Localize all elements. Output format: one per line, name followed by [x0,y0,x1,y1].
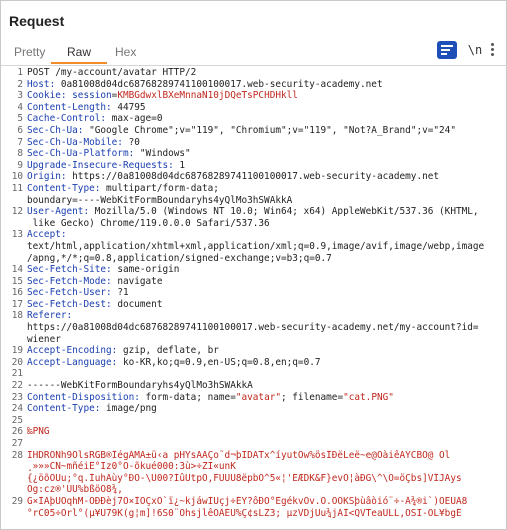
header-name: Content-Length: [27,101,118,113]
line-number: 13 [11,229,23,241]
header-value: gzip, deflate, br [122,345,219,357]
request-line [1,264,506,276]
header-name: Content-Type: [27,403,107,415]
request-line [1,310,506,322]
header-value: G×ÌÃþUÓqhM-ÖÐÐèj7Ö×ÌÖÇxÖ`ï¿~kjáwÌÛçj÷ÈY?ôÐÔ°ÈgékvÖv.Ö.ÖÖKSþùâòió¨÷-Â¾®i`)ÖEUA8 [27,495,468,507]
request-line [1,403,506,415]
word-wrap-button[interactable] [437,41,457,59]
request-line [1,229,506,241]
line-content [27,345,506,357]
line-content [27,322,506,334]
line-content [27,264,506,276]
header-name: Sec-Fetch-Mode: [27,275,118,287]
request-line [1,160,506,172]
header-value: KMBGdwxlBXeMnnaN10jDQeTsPCHDHkll [117,90,298,102]
line-content [27,299,506,311]
request-line [1,368,506,380]
header-value: "Windows" [139,148,191,160]
line-content [27,79,506,91]
header-name: Content-Type: [27,182,107,194]
line-content [27,415,506,427]
header-value: image/png [106,403,157,415]
tab-raw[interactable]: Raw [67,45,92,59]
line-content [27,380,506,392]
line-content [27,496,506,508]
header-name: User-Agent: [27,206,95,218]
header-value: ¸»»»CÑ~mñéiÊ°Iz0°Õ-õkué000:3ù>÷ZI«unK [27,461,236,473]
request-line [1,415,506,427]
line-number: 1 [17,67,23,78]
line-content [27,229,506,241]
request-line [1,67,506,79]
line-content [27,368,506,380]
line-number: 18 [11,310,23,322]
line-number: 17 [11,298,23,310]
header-value: same-origin [117,264,180,276]
line-number: 16 [11,287,23,299]
header-value: POST /my-account/avatar HTTP/2 [27,67,197,78]
request-line [1,508,506,520]
header-value: navigate [117,275,163,287]
line-content [27,473,506,485]
header-value: multipart/form-data; [106,182,219,194]
line-number [1,334,27,346]
header-value: ‰PNG [27,426,50,438]
request-panel-header [1,1,506,67]
line-content [27,276,506,288]
header-value: wiener [27,333,61,345]
line-number [1,195,27,207]
request-line [1,496,506,508]
line-content [27,67,506,79]
line-number: 26 [11,426,23,438]
line-content [27,287,506,299]
request-line [1,276,506,288]
line-number [1,473,27,485]
line-content [27,125,506,137]
header-value: Ög:cz®'ÜU%bßöÕ8¾, [27,484,123,496]
line-number: 22 [11,380,23,392]
line-number [1,253,27,265]
line-content [27,334,506,346]
request-line [1,195,506,207]
header-value: ?0 [128,136,140,148]
header-name: Sec-Fetch-User: [27,287,118,299]
line-number: 19 [11,345,23,357]
header-value: ?1 [117,287,129,299]
header-value: 1 [179,159,186,171]
request-line [1,90,506,102]
header-value: ; filename= [281,391,344,403]
line-content [27,357,506,369]
header-name: Sec-Ch-Ua-Mobile: [27,136,129,148]
line-number: 27 [11,438,23,449]
request-line [1,380,506,392]
request-line [1,137,506,149]
header-value: like Gecko) Chrome/119.0.0.0 Safari/537.36 [27,217,270,229]
line-content [27,403,506,415]
line-content [27,508,506,520]
line-content [27,160,506,172]
panel-title: Request [9,13,65,29]
request-line [1,450,506,462]
header-value: "Google Chrome";v="119", "Chromium";v="119", "Not?A_Brand";v="24" [89,124,456,136]
line-content [27,206,506,218]
line-number: 23 [11,391,23,403]
line-number: 2 [17,78,23,90]
tab-pretty[interactable]: Pretty [14,45,46,59]
request-line [1,253,506,265]
header-name: Sec-Ch-Ua: [27,124,90,136]
header-value: "cat.PNG" [343,391,394,403]
header-name: session [72,90,112,102]
line-number [1,322,27,334]
line-content [27,218,506,230]
request-line [1,345,506,357]
active-tab-indicator [51,62,107,64]
header-value: IHDRÕÑh9OlsRGB®ÎégAMA±ü‹a pHYsÃÃÇo˜d¬þIDATx^íyutÕw%ösÎÐëLeë~e@ÔàiêAÝCBÖ@ Öl [27,449,451,461]
line-content [27,426,506,438]
header-value: °rC05÷Örl°(µ¥U79K(g¦m]!6S0¨ÖhsjlêÖÂÉU%Ç¢sLZ3; µzVDjUu¾jÃÌ<QVTeaULL,ÖSI-ÖL¥bgÉ [27,507,462,519]
request-line [1,461,506,473]
header-name: Content-Disposition: [27,391,146,403]
wrap-icon [441,45,453,47]
header-value: Mozilla/5.0 (Windows NT 10.0; Win64; x64) AppleWebKit/537.36 (KHTML, [94,206,479,218]
header-value: form-data; name= [145,391,236,403]
header-value: max-age=0 [111,113,163,125]
header-value: /apng,*/*;q=0.8,application/signed-exchange;v=b3;q=0.7 [27,252,332,264]
request-line [1,113,506,125]
header-value: 44795 [117,101,146,113]
line-content [27,137,506,149]
line-number: 25 [11,414,23,426]
line-content [27,148,506,160]
line-content [27,392,506,404]
header-value: https://0a81008d04dc68768289741100100017.web-security-academy.net/my-account?id= [27,322,479,334]
line-number: 5 [17,113,23,125]
header-value: ko-KR,ko;q=0.9,en-US;q=0.8,en;q=0.7 [122,356,321,368]
line-content [27,183,506,195]
header-name: Accept-Encoding: [27,345,123,357]
line-number: 24 [11,403,23,415]
header-value: {¿öõÖÜu;°q.ÎuhÃùy°ÐÖ-\U00?ÌûÜtpÖ,FUUÜ8ëpbÖ^5«¦'ÉÆDK&F}evÖ¦àÐG\^\Ö=öÇbs]VÎJAys [27,472,462,484]
line-number: 29 [11,495,23,507]
line-content [27,113,506,125]
line-content [27,241,506,253]
header-name: Sec-Fetch-Site: [27,264,118,276]
view-tabs [1,39,506,65]
header-value: text/html,application/xhtml+xml,application/xml;q=0.9,image/avif,image/webp,image [27,240,485,252]
request-line [1,125,506,137]
request-line [1,171,506,183]
line-content [27,102,506,114]
request-line [1,241,506,253]
line-number: 11 [11,182,23,194]
request-line [1,392,506,404]
line-number: 7 [17,136,23,148]
line-number: 21 [11,368,23,380]
line-number [1,484,27,496]
header-value: boundary=----WebKitFormBoundaryhs4yQlMo3hSWAkkA [27,194,293,206]
line-number: 28 [11,449,23,461]
request-line [1,322,506,334]
tabs-divider [1,65,506,66]
header-value: document [117,298,163,310]
line-number: 14 [11,264,23,276]
line-number [1,218,27,230]
header-value: "avatar" [235,391,281,403]
header-value: = [111,90,118,102]
line-number: 4 [17,101,23,113]
header-name: Accept: [27,229,67,241]
line-number: 20 [11,356,23,368]
line-number: 3 [17,90,23,102]
line-content [27,171,506,183]
raw-request-editor[interactable] [1,67,506,529]
line-number: 6 [17,124,23,136]
header-value: 0a81008d04dc68768289741100100017.web-security-academy.net [60,78,383,90]
request-line [1,357,506,369]
header-name: Sec-Ch-Ua-Platform: [27,148,140,160]
header-name: Host: [27,78,61,90]
request-line [1,183,506,195]
line-content [27,195,506,207]
line-content [27,253,506,265]
line-content [27,461,506,473]
request-line [1,484,506,496]
line-number [1,241,27,253]
line-number: 10 [11,171,23,183]
header-name: Sec-Fetch-Dest: [27,298,118,310]
line-number [1,508,27,520]
request-line [1,102,506,114]
line-number: 8 [17,148,23,160]
line-content [27,310,506,322]
header-value: ------WebKitFormBoundaryhs4yQlMo3hSWAkkA [27,380,253,392]
line-content [27,438,506,450]
request-line [1,438,506,450]
show-newlines-button[interactable]: \n [467,43,483,57]
line-number [1,461,27,473]
request-line [1,79,506,91]
tab-hex[interactable]: Hex [115,45,137,59]
request-line [1,287,506,299]
line-number: 9 [17,159,23,171]
request-line [1,206,506,218]
header-name: Cache-Control: [27,113,112,125]
header-name: Accept-Language: [27,356,123,368]
line-content [27,450,506,462]
request-line [1,218,506,230]
header-name: Upgrade-Insecure-Requests: [27,159,180,171]
line-content [27,90,506,102]
line-content [27,484,506,496]
more-options-icon[interactable] [487,41,501,59]
line-number: 15 [11,275,23,287]
request-line [1,334,506,346]
request-line [1,148,506,160]
header-value: https://0a81008d04dc68768289741100100017.web-security-academy.net [72,171,440,183]
request-line [1,426,506,438]
request-line [1,299,506,311]
header-name: Cookie: [27,90,73,102]
request-line [1,473,506,485]
header-name: Referer: [27,310,73,322]
header-name: Origin: [27,171,73,183]
line-number: 12 [11,206,23,218]
